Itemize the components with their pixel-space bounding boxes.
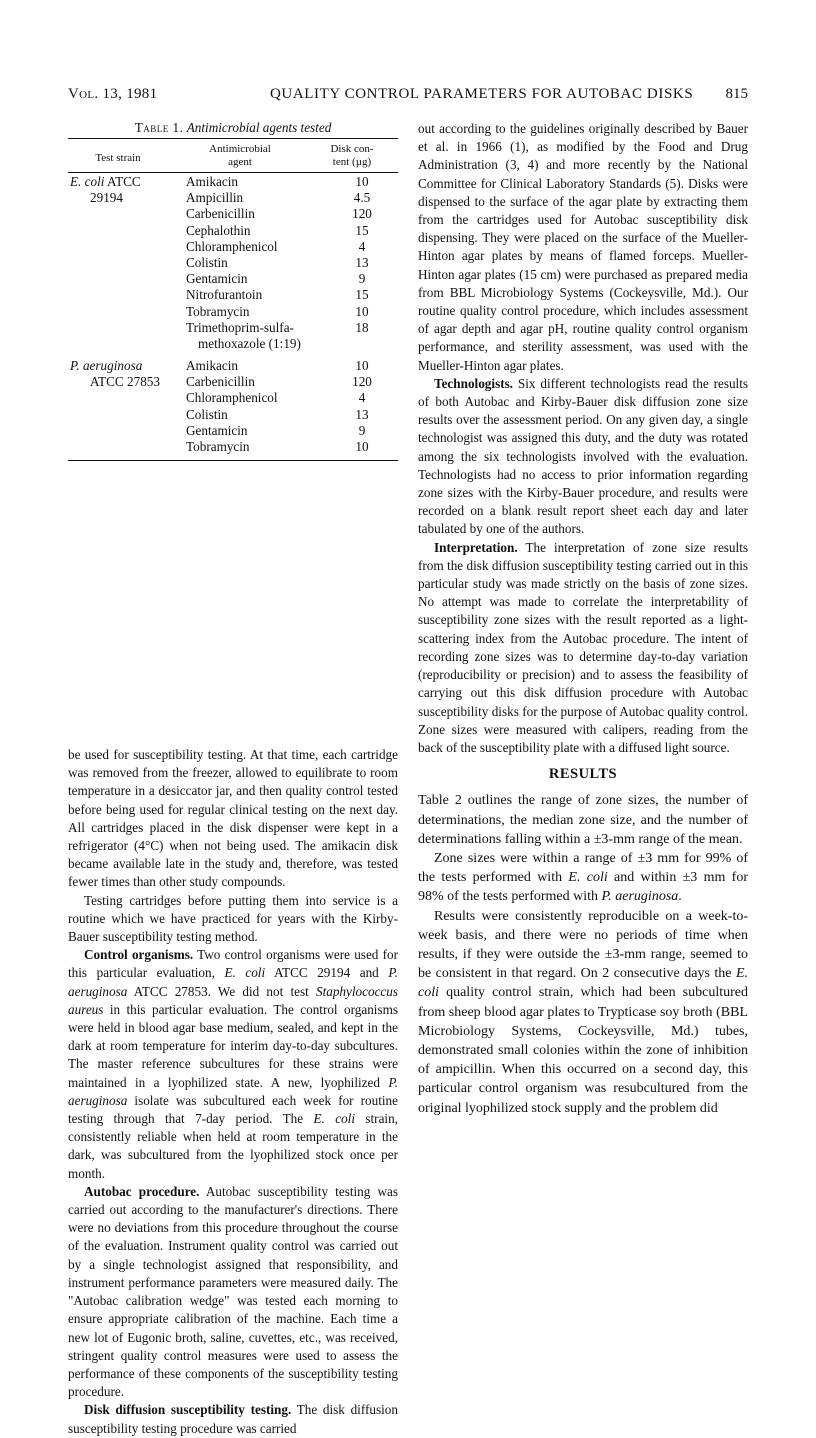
- paragraph-interpretation: Interpretation. The interpretation of zone size results from the disk diffusion susceptibility testing carried out in this particular study was made strictly on the basis of zone sizes. No attempt was made to correlate the interpretability of susceptibility zone sizes with the result reported as a light-scattering index from the Autobac procedure. The intent of recording zone sizes was to determine day-to-day variation (reproducibility or precision) and to assess the feasibility of carrying out this disk diffusion procedure with Autobac susceptibility disks for the purpose of Autobac quality control. Zone sizes were measured with calipers, reading from the back of the susceptibility plate with a diffused light source.: [418, 539, 748, 755]
- agent-name: Colistin: [186, 406, 228, 422]
- running-header: [68, 86, 748, 108]
- paragraph-technologists: Technologists. Six different technologists read the results of both Autobac and Kirby-Bauer disk diffusion zone size results over the assessment period. On any given day, a single technologist was assigned this duty, and the duty was rotated among the six technologists involved with the evaluation. Technologists had no access to prior information regarding zone sizes with the Kirby-Bauer procedure, and results were recorded on a blank result report sheet each day and later tabulated by one of the authors.: [418, 375, 748, 537]
- paragraph: Results were consistently reproducible on a week-to-week basis, and there were no periods of time when results, if they were outside the ±3-mm range, seemed to be consistent in that regard. On 2 consecutive days the E. coli quality control strain, which had been subcultured from sheep blood agar plates to Trypticase soy broth (BBL Microbiology Systems, Cockeysville, Md.) tubes, demonstrated small colonies within the zone of inhibition of ampicillin. When this occurred on a second day, this particular control organism was resubcultured from the original lyophilized stock supply and the problem did: [418, 908, 748, 1116]
- disk-content: 15: [355, 222, 369, 238]
- agent-name-line2: methoxazole (1:19): [198, 335, 301, 351]
- disk-content: 4.5: [353, 190, 371, 206]
- disk-content: 10: [355, 303, 369, 319]
- run-in-heading: Autobac procedure.: [84, 1183, 200, 1199]
- agent-name: Carbenicillin: [186, 374, 255, 390]
- paragraph-autobac-procedure: Autobac procedure. Autobac susceptibility testing was carried out according to the manufacturer's directions. There were no deviations from this procedure throughout the course of the evaluation. Instrument quality control was carried out by a single technologist assigned that responsibility, and instrument performance parameters were measured daily. The "Autobac calibration wedge" was tested each morning to ensure appropriate calibration of the machine. Each time a new lot of Eugonic broth, saline, cuvettes, etc., was received, stringent quality control measures were used to assess the performance of these components of the susceptibility testing procedure.: [68, 1183, 399, 1400]
- col-header-agent-line2: agent: [228, 156, 252, 168]
- paragraph: be used for susceptibility testing. At that time, each cartridge was removed from the freezer, allowed to equilibrate to room temperature in a desiccator jar, and then quality control tested before being used for regular clinical testing on the next day. All cartridges placed in the disk dispenser were kept in a refrigerator (4°C) when not being used. The amikacin disk became available late in the study and, therefore, was tested fewer times than other study compounds.: [68, 747, 398, 890]
- strain-line2: 29194: [90, 190, 123, 206]
- agent-name: Gentamicin: [186, 422, 248, 438]
- table-header-rule: [68, 172, 398, 173]
- col-header-disk-line1: Disk con-: [330, 143, 374, 155]
- left-column: [68, 746, 398, 1438]
- col-header-disk: [320, 143, 384, 169]
- disk-content: 9: [358, 422, 366, 438]
- content-list: [324, 358, 400, 455]
- agent-name-line1: Trimethoprim-sulfa-: [186, 319, 294, 335]
- agent-name: Tobramycin: [186, 303, 250, 319]
- disk-content: 18: [355, 319, 369, 335]
- paragraph-control-organisms: Control organisms. Two control organisms were used for this particular evaluation, E. coli ATCC 29194 and P. aeruginosa ATCC 27853. We did not test Staphylococcus aureus in this particular evaluation. The control organisms were held in blood agar base medium, sealed, and kept in the dark at room temperature for interim day-to-day subcultures. The master reference subcultures for these strains were maintained in a lyophilized state. A new, lyophilized P. aeruginosa isolate was subcultured each week for routine testing through that 7-day period. The E. coli strain, consistently reliable when held at room temperature in the dark, was subcultured from the lyophilized stock once per month.: [68, 947, 398, 1181]
- col-header-agent: [180, 143, 300, 169]
- agent-name: Carbenicillin: [186, 206, 255, 222]
- run-in-heading: Interpretation.: [434, 539, 518, 555]
- col-header-strain: Test strain: [95, 152, 141, 164]
- agent-name: Amikacin: [186, 358, 239, 373]
- right-column: [418, 120, 748, 1118]
- agent-name: Nitrofurantoin: [186, 287, 263, 303]
- agent-name: Cephalothin: [186, 222, 251, 238]
- section-heading-results: RESULTS: [548, 766, 618, 783]
- disk-content: 10: [355, 438, 369, 454]
- table-bottom-rule: [68, 460, 398, 461]
- paragraph: out according to the guidelines originally described by Bauer et al. in 1966 (1), as modified by the Food and Drug Administration (3, 4) and more recently by the National Committee for Clinical Laboratory Standards (5). Disks were dispensed to the surface of the agar plate by extracting them from the cartridges used for Autobac susceptibility disk dispensing. They were placed on the surface of the Mueller-Hinton agar plates by means of flamed forceps. Mueller-Hinton agar plates (15 cm) were purchased as prepared media from BBL Microbiology Systems (Cockeysville, Md.). Our routine quality control procedure, which includes assessment of agar depth and agar pH, routine quality control organism performance, and sterility assessment, was used with the Mueller-Hinton agar plates.: [418, 121, 748, 373]
- disk-content: 15: [355, 287, 369, 303]
- table-top-rule: [68, 138, 398, 139]
- strain-species: P. aeruginosa: [70, 358, 143, 373]
- table-title: Antimicrobial agents tested: [186, 120, 332, 135]
- col-header-disk-line2: tent (µg): [332, 156, 372, 168]
- paragraph-disk-diffusion: Disk diffusion susceptibility testing. The disk diffusion susceptibility testing procedure was carried: [68, 1402, 398, 1436]
- strain-suffix: ATCC: [104, 174, 141, 189]
- disk-content: 120: [352, 206, 372, 222]
- strain-cell: [70, 174, 182, 206]
- strain-line2: ATCC 27853: [90, 374, 160, 390]
- agent-name: Tobramycin: [186, 438, 250, 454]
- disk-content: 120: [352, 374, 372, 390]
- disk-content: 13: [355, 406, 369, 422]
- agent-name: Gentamicin: [186, 271, 248, 287]
- results-section: [418, 791, 748, 1117]
- running-title: QUALITY CONTROL PARAMETERS FOR AUTOBAC DISKS: [270, 86, 694, 102]
- disk-content: 10: [355, 174, 369, 189]
- content-list: [324, 174, 400, 352]
- paragraph: Table 2 outlines the range of zone sizes, the number of determinations, the median zone size, and the number of determinations falling within a ±3-mm range of the mean.: [418, 793, 748, 847]
- volume-label: Vol. 13, 1981: [68, 86, 158, 102]
- col-header-agent-line1: Antimicrobial: [209, 143, 271, 155]
- strain-species: E. coli: [70, 174, 105, 189]
- agent-name: Colistin: [186, 254, 228, 270]
- agent-name: Chloramphenicol: [186, 238, 278, 254]
- run-in-heading: Disk diffusion susceptibility testing.: [84, 1402, 292, 1418]
- run-in-heading: Control organisms.: [84, 947, 194, 963]
- strain-cell: [70, 358, 182, 390]
- page-number: 815: [725, 86, 748, 102]
- disk-content: 13: [355, 254, 369, 270]
- run-in-heading: Technologists.: [434, 375, 514, 391]
- agent-name: Ampicillin: [186, 190, 244, 206]
- agent-name: Chloramphenicol: [186, 390, 278, 406]
- paragraph: Zone sizes were within a range of ±3 mm for 99% of the tests performed with E. coli and within ±3 mm for 98% of the tests performed with P. aeruginosa.: [418, 850, 749, 905]
- table-caption: [68, 120, 398, 136]
- disk-content: 4: [358, 390, 366, 406]
- table-label: Table 1.: [134, 120, 184, 135]
- disk-content: 10: [355, 358, 369, 373]
- disk-content: 4: [358, 238, 366, 254]
- paragraph: Testing cartridges before putting them into service is a routine which we have practiced for years with the Kirby-Bauer susceptibility testing method.: [68, 892, 398, 945]
- agent-name: Amikacin: [186, 174, 239, 189]
- disk-content: 9: [358, 271, 366, 287]
